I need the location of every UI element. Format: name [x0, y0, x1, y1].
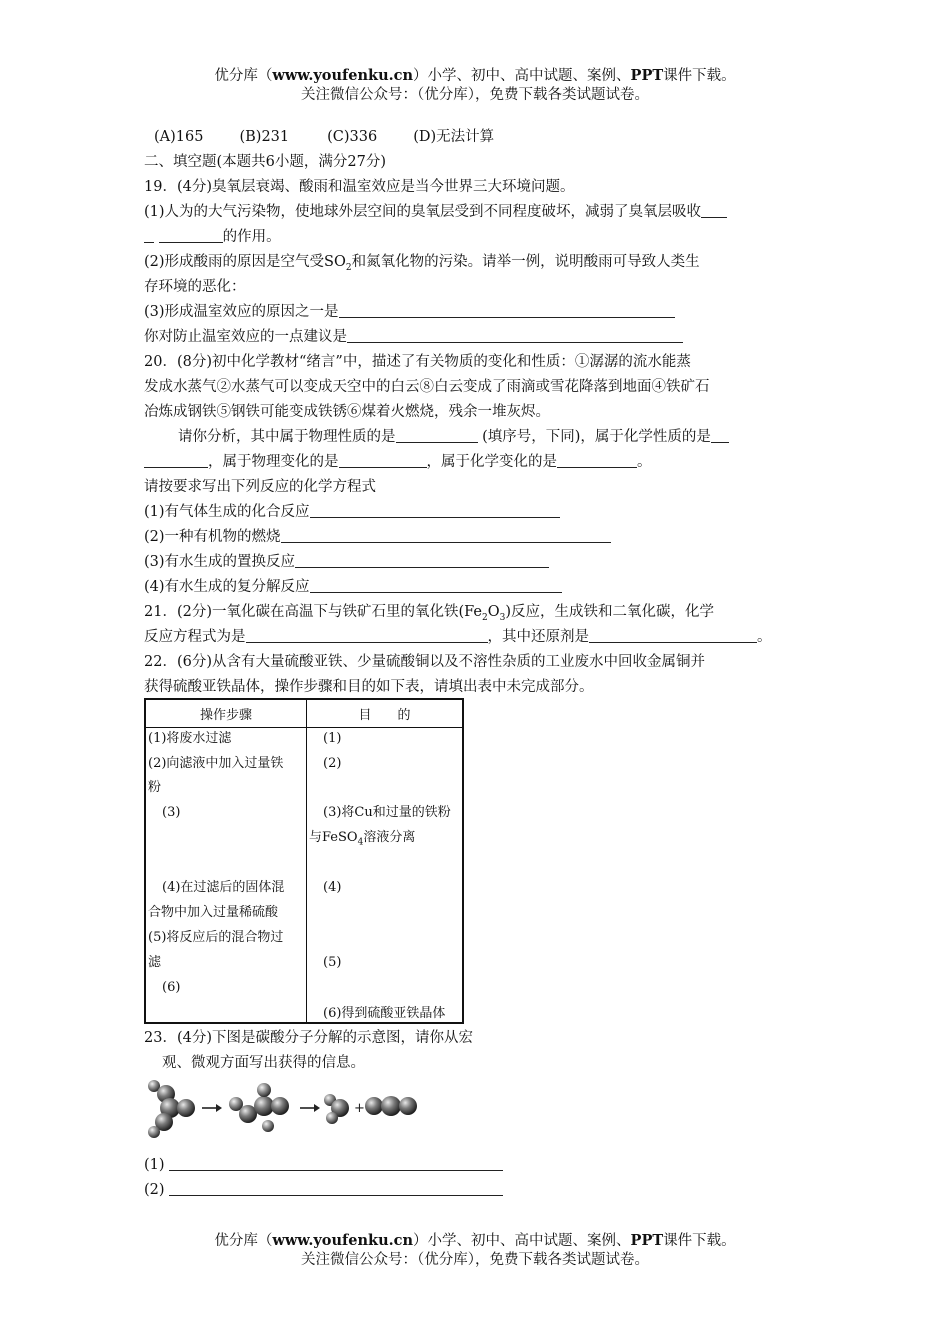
q20-reaction-2: (2)一种有机物的燃烧: [144, 527, 611, 547]
q19-part2-cont: 存环境的恶化：: [144, 279, 246, 295]
step-6: (6): [162, 980, 181, 995]
blank[interactable]: [701, 203, 727, 218]
q23-answer-1: (1): [144, 1155, 503, 1175]
q20-line5: ，属于物理变化的是 ，属于化学变化的是 。: [144, 452, 652, 472]
blank[interactable]: [589, 628, 757, 643]
blank[interactable]: [295, 553, 549, 568]
q20-line1: 20．(8分)初中化学教材“绪言”中，描述了有关物质的变化和性质：①潺潺的流水能蒸: [144, 354, 691, 370]
step-1: (1)将废水过滤: [148, 731, 232, 746]
q20-reaction-3: (3)有水生成的置换反应: [144, 552, 549, 572]
steps-column: [145, 728, 307, 1024]
q19-part1-cont: 的作用。: [144, 227, 281, 247]
blank[interactable]: [159, 228, 223, 243]
q19-part1: (1)人为的大气污染物，使地球外层空间的臭氧层受到不同程度破坏，减弱了臭氧层吸收: [144, 202, 727, 222]
blank[interactable]: [144, 228, 154, 243]
blank[interactable]: [711, 428, 729, 443]
q23-answer-2: (2): [144, 1180, 503, 1200]
arrow-icon: [300, 1104, 320, 1112]
step-5-cont: 滤: [148, 955, 162, 970]
table-header-row: [145, 699, 463, 728]
blank[interactable]: [144, 453, 208, 468]
operation-table: [144, 698, 464, 1024]
carbonic-acid-decomposition-diagram: [140, 1072, 430, 1144]
option-d: (D)无法计算: [413, 129, 495, 145]
q19-part2: (2)形成酸雨的原因是空气受$SO_2$和氮氧化物的污染。请举一例，说明酸雨可导致人类生: [144, 254, 700, 273]
q20-line4: 请你分析，其中属于物理性质的是 (填序号，下同)，属于化学性质的是: [178, 427, 729, 447]
purpose-6: (6)得到硫酸亚铁晶体: [323, 1006, 446, 1021]
q23-line2: 观、微观方面写出获得的信息。: [162, 1055, 365, 1071]
q21-line2: 反应方程式为是 ，其中还原剂是 。: [144, 629, 772, 645]
table-body-row: [145, 728, 463, 1024]
q21-line1: 21．(2分)一氧化碳在高温下与铁矿石里的氧化铁$(Fe_2O_3)$反应，生成铁和二氧化碳，化学: [144, 604, 715, 623]
purpose-5: (5): [323, 955, 342, 970]
header-site: www.youfenku.cn: [272, 67, 414, 84]
step-4: (4)在过滤后的固体混: [162, 880, 285, 895]
purpose-3-cont: 与FeSO$_4$溶液分离: [309, 830, 416, 848]
blank[interactable]: [339, 303, 675, 318]
step-2-cont: 粉: [148, 780, 162, 795]
option-b: (B)231: [239, 129, 290, 145]
option-c: (C)336: [327, 129, 378, 145]
purpose-3: (3)将Cu和过量的铁粉: [323, 805, 451, 820]
co2-molecule: [365, 1096, 417, 1116]
blank[interactable]: [246, 628, 488, 643]
intermediate-molecules: [229, 1083, 289, 1132]
page-header: [0, 66, 950, 105]
step-4-cont: 合物中加入过量稀硫酸: [148, 905, 279, 920]
arrow-icon: [202, 1104, 222, 1112]
purpose-4: (4): [323, 880, 342, 895]
blank[interactable]: [310, 503, 560, 518]
q20-reaction-4: (4)有水生成的复分解反应: [144, 577, 562, 597]
option-a: (A)165: [154, 129, 204, 145]
purpose-2: (2): [323, 756, 342, 771]
blank[interactable]: [281, 528, 611, 543]
blank[interactable]: [339, 453, 427, 468]
q20-reaction-1: (1)有气体生成的化合反应: [144, 502, 560, 522]
q18-options: [154, 127, 494, 147]
step-2: (2)向滤液中加入过量铁: [148, 756, 284, 771]
header-line-1: 优分库（www.youfenku.cn）小学、初中、高中试题、案例、PPT课件下载。: [214, 67, 736, 84]
q19-part3: (3)形成温室效应的原因之一是: [144, 302, 675, 322]
plus-sign: +: [354, 1101, 365, 1116]
blank[interactable]: [310, 578, 562, 593]
q23-line1: 23．(4分)下图是碳酸分子分解的示意图，请你从宏: [144, 1030, 473, 1046]
col-step-header: 操作步骤: [145, 699, 307, 728]
q22-line2: 获得硫酸亚铁晶体，操作步骤和目的如下表，请填出表中未完成部分。: [144, 679, 594, 695]
purpose-1: (1): [323, 731, 342, 746]
header-line-2: 关注微信公众号：（优分库），免费下载各类试题试卷。: [301, 87, 649, 103]
q19-suggestion: 你对防止温室效应的一点建议是: [144, 327, 683, 347]
footer-site: www.youfenku.cn: [272, 1232, 414, 1249]
step-5: (5)将反应后的混合物过: [148, 930, 284, 945]
q20-line3: 冶炼成钢铁⑤钢铁可能变成铁锈⑥煤着火燃烧，残余一堆灰烬。: [144, 404, 550, 420]
page-footer: [0, 1231, 950, 1270]
q20-line6: 请按要求写出下列反应的化学方程式: [144, 479, 376, 495]
h2co3-molecule: [148, 1080, 195, 1138]
q19-stem: 19．(4分)臭氧层衰竭、酸雨和温室效应是当今世界三大环境问题。: [144, 179, 575, 195]
blank[interactable]: [347, 328, 683, 343]
blank[interactable]: [169, 1181, 503, 1196]
q20-line2: 发成水蒸气②水蒸气可以变成天空中的白云⑧白云变成了雨滴或雪花降落到地面④铁矿石: [144, 379, 710, 395]
blank[interactable]: [169, 1156, 503, 1171]
footer-line-2: 关注微信公众号：（优分库），免费下载各类试题试卷。: [301, 1252, 649, 1268]
purposes-column: [307, 728, 464, 1024]
footer-line-1: 优分库（www.youfenku.cn）小学、初中、高中试题、案例、PPT课件下载。: [214, 1232, 736, 1249]
blank[interactable]: [396, 428, 478, 443]
blank[interactable]: [557, 453, 637, 468]
water-molecule: [324, 1094, 349, 1124]
step-3: (3): [162, 805, 181, 820]
q22-line1: 22．(6分)从含有大量硫酸亚铁、少量硫酸铜以及不溶性杂质的工业废水中回收金属铜并: [144, 654, 705, 670]
col-purpose-header: 目 的: [307, 699, 464, 728]
section-2-title: 二、填空题(本题共6小题，满分27分): [144, 154, 386, 170]
